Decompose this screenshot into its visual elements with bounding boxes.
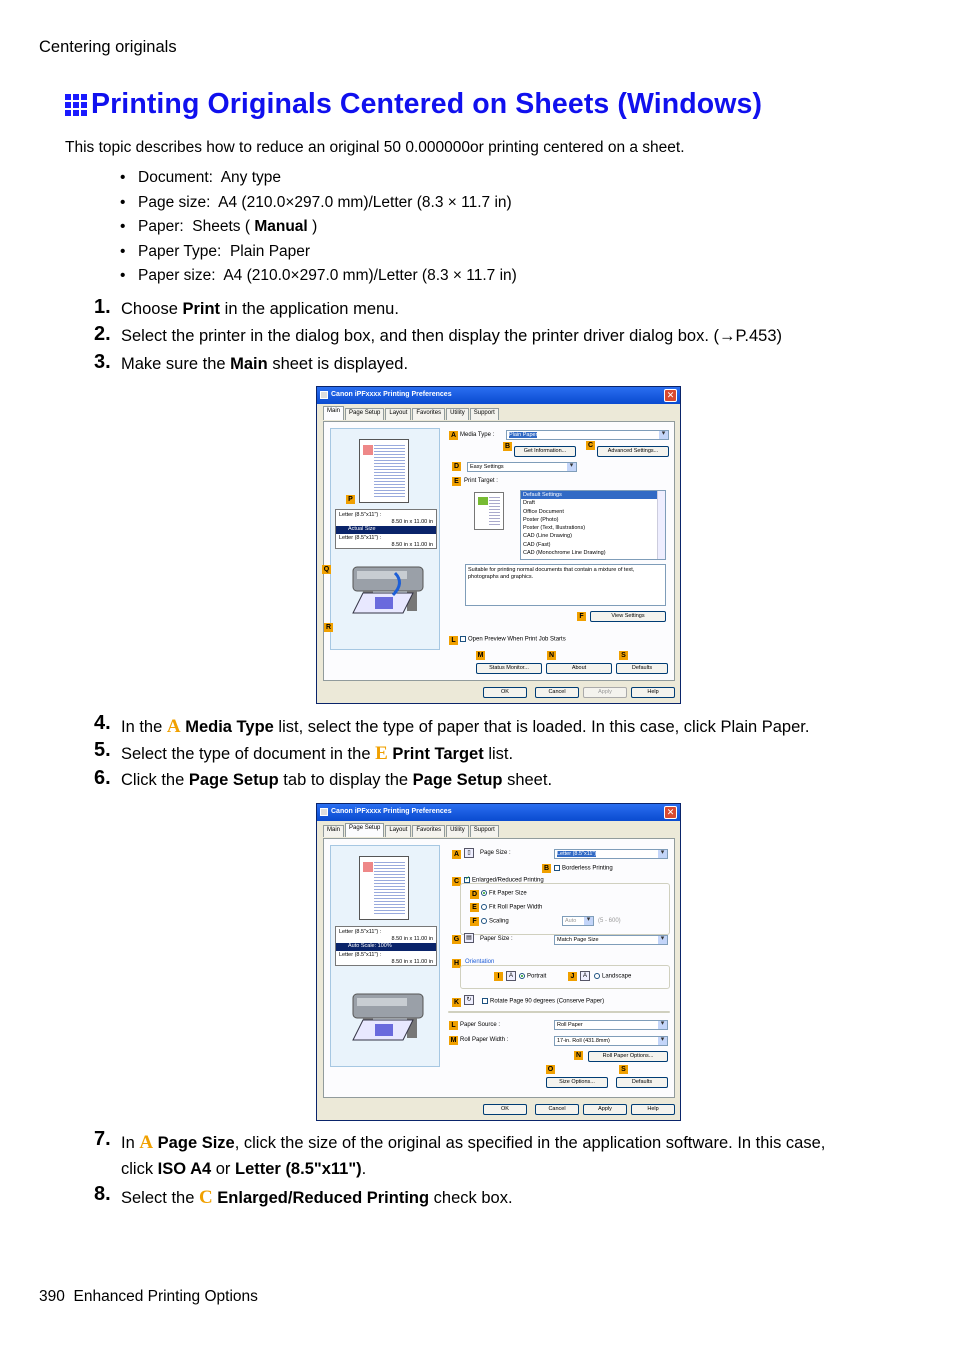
get-information-button[interactable]: Get Information... — [514, 446, 576, 457]
callout-f: F — [470, 917, 479, 926]
page-setup-panel — [323, 838, 675, 1098]
printing-preferences-dialog-main — [316, 386, 681, 704]
roll-width-label: Roll Paper Width : — [460, 1037, 509, 1043]
callout-f: F — [577, 612, 586, 621]
breadcrumb: Centering originals — [39, 38, 177, 56]
ok-button[interactable]: OK — [483, 687, 527, 698]
page-size-select[interactable]: Letter (8.5"x11") ▾ — [554, 849, 668, 859]
list-item: • Page size: A4 (210.0×297.0 mm)/Letter (8.3 × 11.7 in) — [120, 193, 517, 218]
page-preview-image — [359, 856, 409, 920]
portrait-icon: A — [506, 971, 516, 981]
callout-i: I — [494, 972, 503, 981]
print-target-label: Print Target : — [464, 478, 498, 484]
easy-settings-select[interactable]: Easy Settings ▾ — [467, 462, 577, 472]
list-item[interactable]: Poster (Photo) — [523, 516, 559, 523]
print-target-list[interactable] — [520, 490, 666, 560]
callout-l: L — [449, 636, 458, 645]
list-item: • Paper: Sheets ( Manual ) — [120, 217, 517, 242]
page-number: 390 — [39, 1288, 65, 1305]
callout-s: S — [619, 1065, 628, 1074]
list-item[interactable]: Default Settings — [521, 491, 665, 499]
view-settings-button[interactable]: View Settings — [590, 611, 666, 622]
title-row — [65, 88, 762, 121]
dialog-titlebar: Canon iPFxxxx Printing Preferences — [317, 804, 680, 821]
callout-a: A — [453, 851, 460, 858]
page-size-icon: ▯ — [464, 848, 474, 858]
tab-bar — [323, 408, 500, 420]
list-item: • Paper Type: Plain Paper — [120, 242, 517, 267]
tab-layout[interactable]: Layout — [385, 825, 411, 837]
list-item[interactable]: Office Document — [523, 508, 564, 515]
media-type-label: Media Type : — [460, 432, 495, 438]
list-item[interactable]: CAD (Monochrome Line Drawing) — [523, 550, 606, 557]
callout-m: M — [450, 1037, 457, 1044]
portrait-radio[interactable]: Portrait — [519, 973, 546, 980]
callout-m: M — [477, 652, 484, 659]
orientation-label: Orientation — [465, 959, 495, 965]
callout-b: B — [543, 865, 550, 872]
tab-main[interactable]: Main — [323, 406, 344, 420]
size-options-button[interactable]: Size Options... — [546, 1077, 608, 1088]
tab-utility[interactable]: Utility — [446, 408, 469, 420]
open-preview-checkbox[interactable]: Open Preview When Print Job Starts — [460, 636, 566, 643]
defaults-button[interactable]: Defaults — [616, 1077, 668, 1088]
callout-d: D — [453, 463, 460, 470]
help-button[interactable]: Help — [631, 1104, 675, 1115]
paper-size-select[interactable]: Match Page Size ▾ — [554, 935, 668, 945]
callout-c: C — [453, 878, 460, 885]
apply-button[interactable]: Apply — [583, 687, 627, 698]
dialog-titlebar: Canon iPFxxxx Printing Preferences — [317, 387, 680, 404]
callout-s: S — [619, 651, 628, 660]
tab-bar — [323, 825, 500, 837]
ok-button[interactable]: OK — [483, 1104, 527, 1115]
tab-utility[interactable]: Utility — [446, 825, 469, 837]
close-button[interactable]: ✕ — [664, 806, 677, 819]
callout-h: H — [453, 960, 460, 967]
callout-e: E — [452, 477, 461, 486]
cancel-button[interactable]: Cancel — [535, 687, 579, 698]
scaling-radio[interactable]: Scaling — [481, 918, 509, 925]
enlarged-reduced-checkbox[interactable]: ✓ Enlarged/Reduced Printing — [464, 877, 544, 884]
borderless-checkbox[interactable]: Borderless Printing — [554, 865, 613, 872]
list-item[interactable]: CAD (Fast) — [523, 541, 551, 548]
section-name: Enhanced Printing Options — [73, 1288, 258, 1305]
paper-source-label: Paper Source : — [460, 1022, 501, 1028]
tab-layout[interactable]: Layout — [385, 408, 411, 420]
main-panel — [323, 421, 675, 681]
callout-e: E — [470, 903, 479, 912]
fit-paper-size-radio[interactable]: Fit Paper Size — [481, 890, 527, 897]
scaling-range: (5 - 600) — [598, 918, 621, 924]
landscape-radio[interactable]: Landscape — [594, 973, 631, 980]
callout-j: J — [568, 972, 577, 981]
requirements-list — [120, 168, 517, 291]
list-item[interactable]: Draft — [523, 500, 535, 507]
tab-page-setup[interactable]: Page Setup — [345, 408, 384, 420]
paper-size-label: Paper Size : — [480, 936, 513, 942]
divider — [448, 1011, 670, 1013]
printer-icon — [320, 808, 328, 816]
tab-main[interactable]: Main — [323, 825, 344, 837]
tab-support[interactable]: Support — [470, 825, 499, 837]
paper-size-icon: ▤ — [464, 933, 474, 943]
print-preview-pane — [330, 428, 440, 650]
page-preview-image — [359, 439, 409, 503]
list-item: • Paper size: A4 (210.0×297.0 mm)/Letter (8.3 × 11.7 in) — [120, 266, 517, 291]
callout-l: L — [449, 1021, 458, 1030]
advanced-settings-button[interactable]: Advanced Settings... — [597, 446, 669, 457]
fit-roll-width-radio[interactable]: Fit Roll Paper Width — [481, 904, 542, 911]
rotate-page-checkbox[interactable]: Rotate Page 90 degrees (Conserve Paper) — [482, 998, 604, 1005]
orientation-group — [460, 965, 670, 989]
rotate-icon: ↻ — [464, 995, 474, 1005]
tab-page-setup[interactable]: Page Setup — [345, 823, 384, 837]
callout-b: B — [504, 443, 511, 450]
callout-o: O — [547, 1066, 554, 1073]
callout-n: N — [548, 652, 555, 659]
paper-source-select[interactable]: Roll Paper ▾ — [554, 1020, 668, 1030]
target-description: Suitable for printing normal documents that contain a mixture of text, photographs and graphics. — [465, 564, 666, 606]
list-item[interactable]: Poster (Text, Illustrations) — [523, 525, 586, 532]
about-button[interactable]: About — [546, 663, 612, 674]
size-info-box: Letter (8.5"x11") : 8.50 in x 11.00 in Auto Scale: 100% Letter (8.5"x11") : 8.50 in x 11.00 in — [335, 926, 437, 966]
list-item: • Document: Any type — [120, 168, 517, 193]
printer-icon — [320, 391, 328, 399]
status-monitor-button[interactable]: Status Monitor... — [476, 663, 542, 674]
tab-support[interactable]: Support — [470, 408, 499, 420]
callout-a: A — [450, 432, 457, 439]
size-info-box: Letter (8.5"x11") : 8.50 in x 11.00 in Actual Size Letter (8.5"x11") : 8.50 in x 11.00 in — [335, 509, 437, 549]
callout-c: C — [587, 442, 594, 449]
callout-q: Q — [323, 566, 330, 573]
intro-text: This topic describes how to reduce an original 50 0.000000or printing centered on a sheet. — [65, 139, 685, 156]
list-scrollbar[interactable] — [657, 491, 665, 559]
close-button[interactable]: ✕ — [664, 389, 677, 402]
page-size-label: Page Size : — [480, 850, 511, 856]
roll-paper-options-button[interactable]: Roll Paper Options... — [588, 1051, 668, 1062]
callout-p: P — [346, 495, 355, 504]
print-preview-pane — [330, 845, 440, 1067]
printing-preferences-dialog-page-setup — [316, 803, 681, 1121]
page-footer — [39, 1288, 258, 1306]
document-thumbnail — [474, 492, 504, 530]
defaults-button[interactable]: Defaults — [616, 663, 668, 674]
roll-width-select[interactable]: 17-in. Roll (431.8mm) ▾ — [554, 1036, 668, 1046]
callout-d: D — [471, 891, 478, 898]
cancel-button[interactable]: Cancel — [535, 1104, 579, 1115]
callout-n: N — [575, 1052, 582, 1059]
printer-illustration — [343, 559, 431, 619]
grid-icon — [65, 94, 87, 116]
tab-favorites[interactable]: Favorites — [412, 825, 445, 837]
scaling-spinbox[interactable]: Auto ▾ — [562, 916, 594, 926]
callout-k: K — [453, 999, 460, 1006]
media-type-select[interactable]: Plain Paper ▾ — [506, 430, 669, 440]
printer-illustration — [343, 986, 431, 1046]
tab-favorites[interactable]: Favorites — [412, 408, 445, 420]
help-button[interactable]: Help — [631, 687, 675, 698]
landscape-icon: A — [580, 971, 590, 981]
page-title: Printing Originals Centered on Sheets (Windows) — [91, 88, 763, 120]
callout-g: G — [453, 936, 460, 943]
list-item[interactable]: CAD (Line Drawing) — [523, 533, 572, 540]
apply-button[interactable]: Apply — [583, 1104, 627, 1115]
callout-r: R — [325, 624, 332, 631]
